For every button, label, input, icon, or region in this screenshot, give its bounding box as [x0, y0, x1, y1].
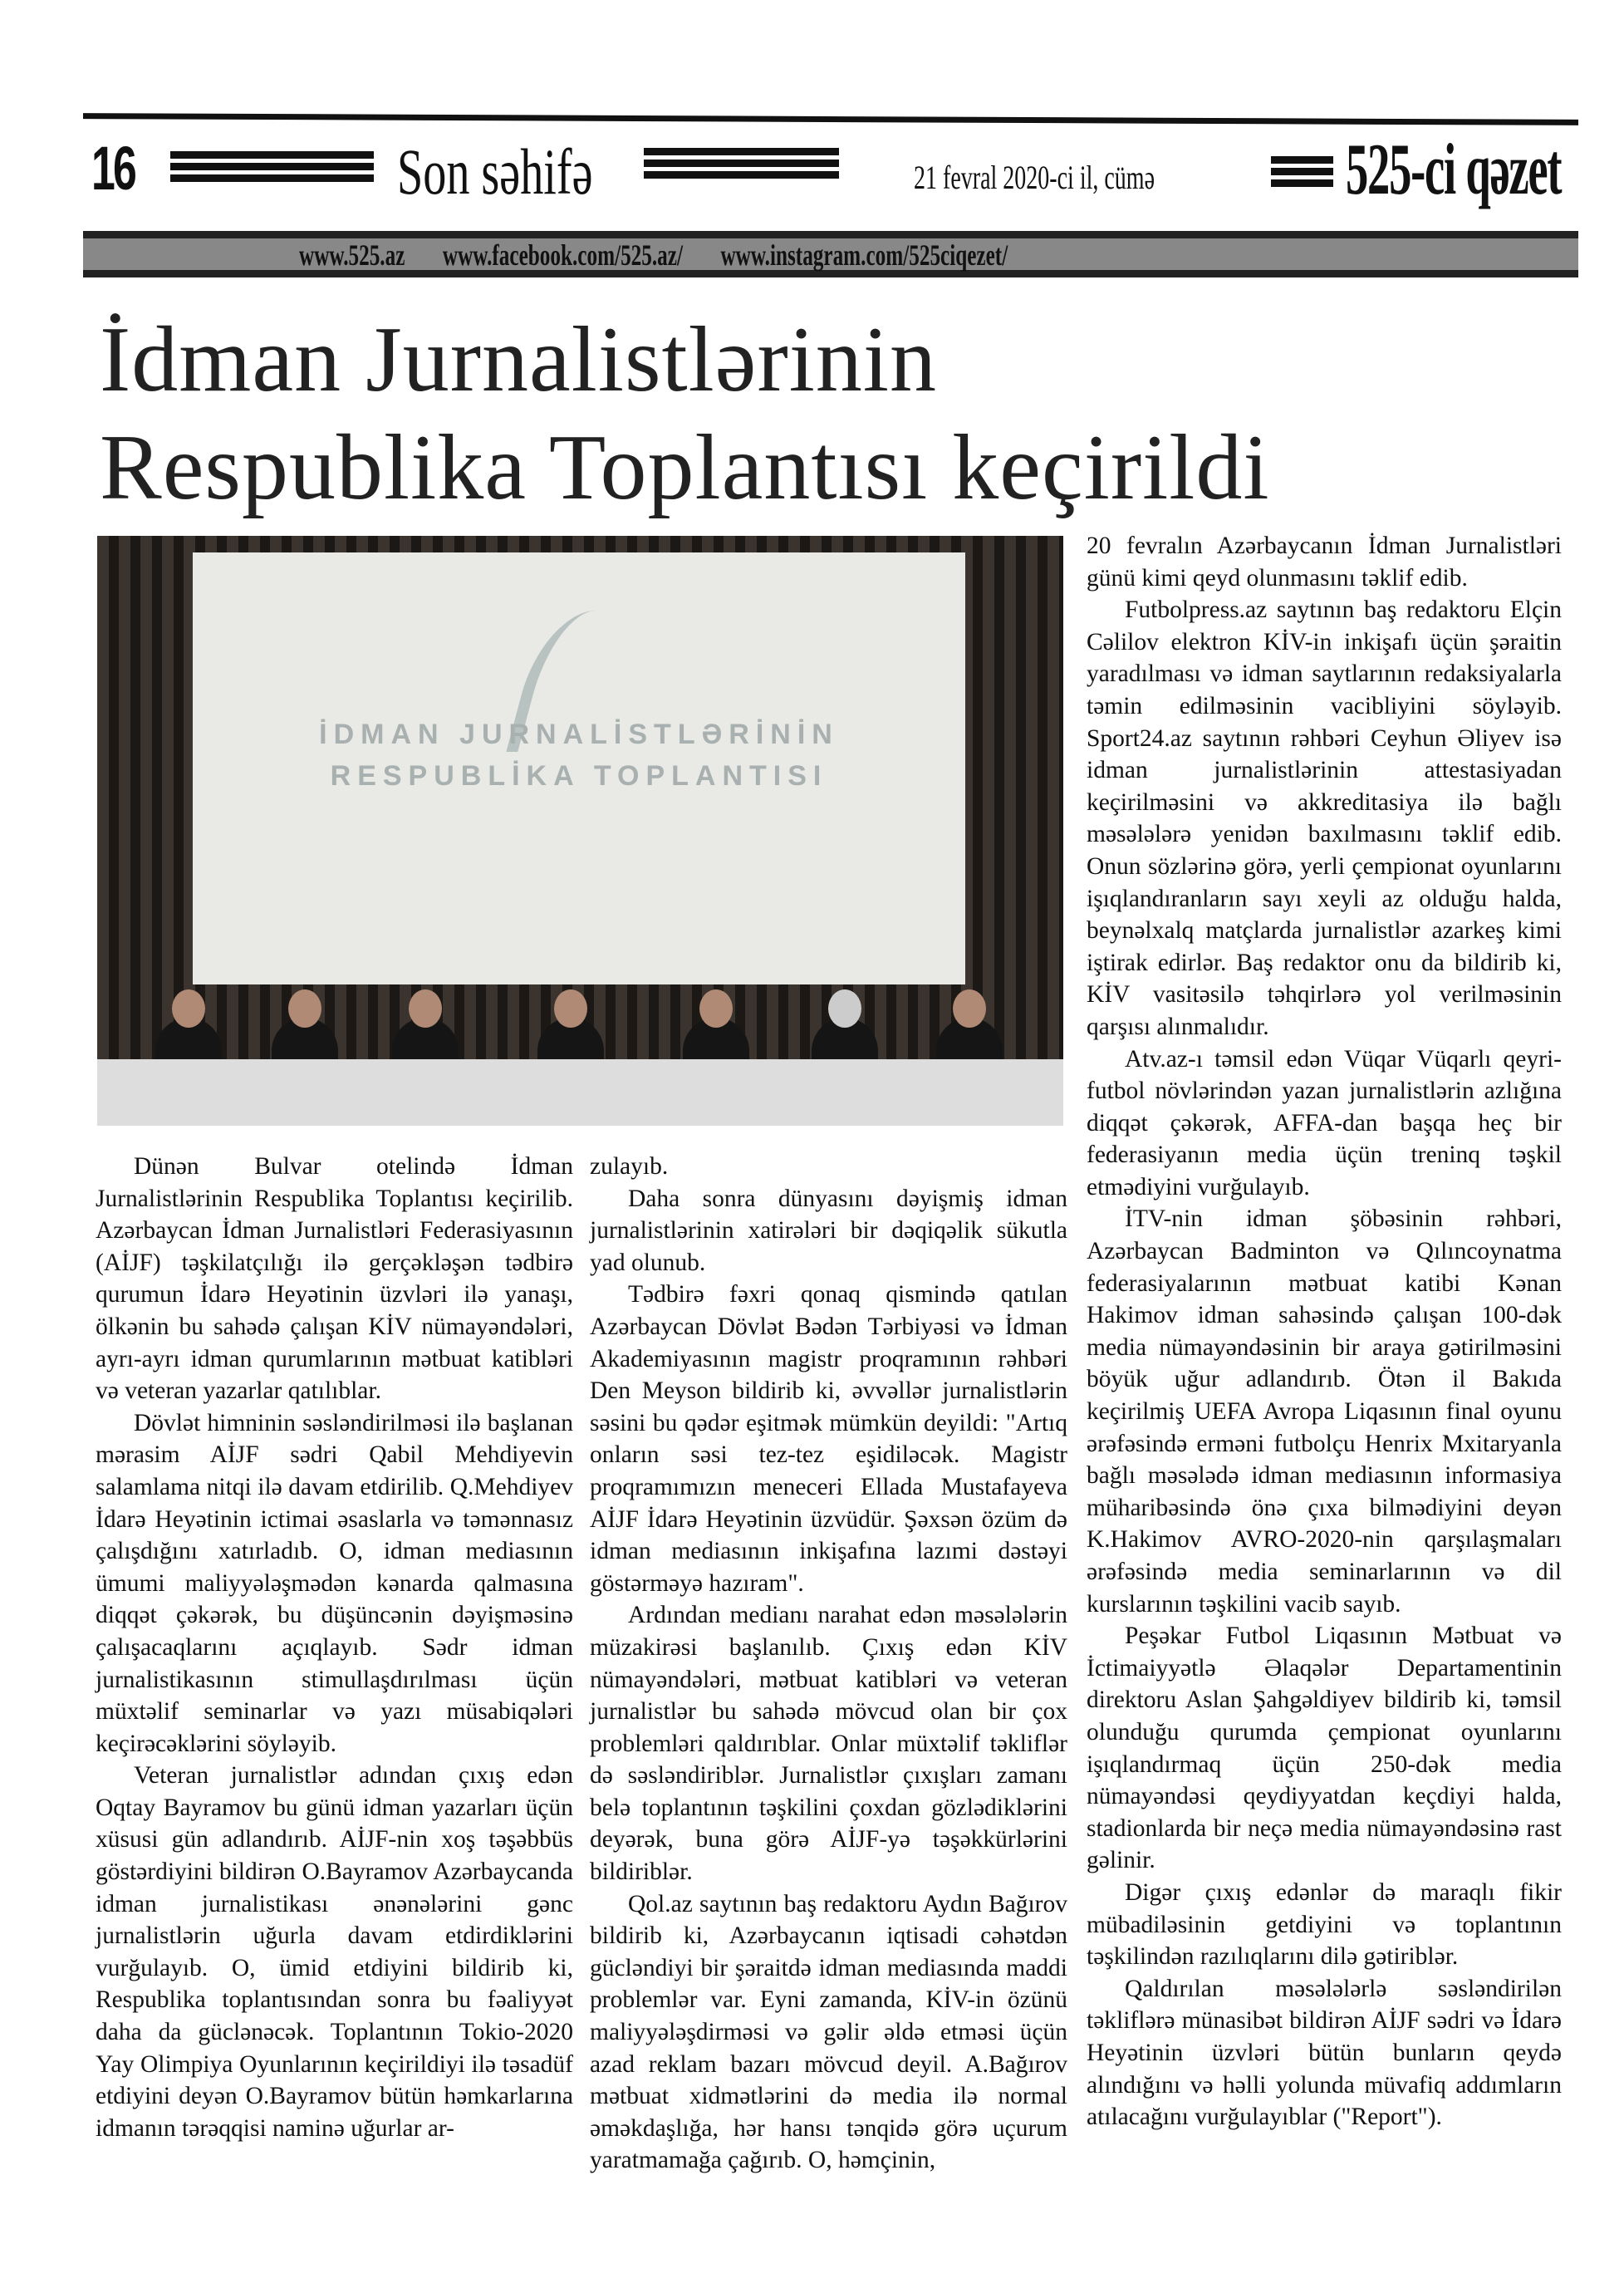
headline-line-2: Respublika Toplantısı keçirildi: [100, 416, 1270, 519]
paragraph: Ardından medianı narahat edən məsələlərin müzakirəsi başlanılıb. Çıxış edən KİV nümayəndələri, mətbuat katibləri və veteran jurnalistlər bu sahədə mövcud olan bir çox problemləri qaldırıblar. Onlar müxtəlif təkliflər də səsləndiriblər. Jurnalistlər çıxışları zamanı belə toplantının təşkilini çoxdan gözlədiklərini deyərək, buna görə AİJF-yə təşəkkürlərini bildiriblər.: [590, 1602, 1067, 1886]
paragraph: Tədbirə fəxri qonaq qismində qatılan Azərbaycan Dövlət Bədən Tərbiyəsi və İdman Akademiyasının magistr proqramının rəhbəri Den Meyson bildirib ki, əvvəllər jurnalistlərin səsini bu qədər eşitmək mümkün deyildi: "Artıq onların səsi tez-tez eşidiləcək. Magistr proqramımızın meneceri Ellada Mustafayeva AİJF İdarə Heyətinin üzvüdür. Şəxsən özüm də idman mediasının inkişafına lazımi dəstəyi göstərməyə hazıram".: [590, 1281, 1067, 1597]
paragraph: 20 fevralın Azərbaycanın İdman Jurnalistləri günü kimi qeyd olunmasını təklif edib.: [1087, 533, 1562, 592]
paragraph: Qol.az saytının baş redaktoru Aydın Bağırov bildirib ki, Azərbaycanın iqtisadi cəhətdən gücləndiyi bir şəraitdə idman mediasında maddi problemlər var. Eyni zamanda, KİV-in özünü maliyyələşdirməsi və gəlir əldə etməsi üçün azad reklam bazarı mövcud deyil. A.Bağırov mətbuat xidmətlərini də media ilə normal əməkdaşlığa, hər hansı tənqidə görə uçurum yaratmamağa çağırıb. O, həmçinin,: [590, 1890, 1067, 2174]
paragraph: Dövlət himninin səsləndirilməsi ilə başlanan mərasim AİJF sədri Qabil Mehdiyevin salamlama nitqi ilə davam etdirilib. Q.Mehdiyev İdarə Heyətinin ictimai əsaslarla və təmənnasız çalışdığını xatırladıb. O, idman mediasının ümumi maliyyələşmədən kənarda qalmasına diqqət çəkərək, bu düşüncənin dəyişməsinə çalışacaqlarını açıqlayıb. Sədr idman jurnalistikasının stimullaşdırılması üçün müxtəlif seminarlar və yazı müsabiqələri keçirəcəklərini söyləyib.: [96, 1409, 573, 1757]
article-photo: [97, 536, 1063, 1126]
paragraph: Atv.az-ı təmsil edən Vüqar Vüqarlı qeyri-futbol növlərindən yazan jurnalistlərin azlığına diqqət çəkərək, AFFA-dan başqa heç bir federasiyanın media üçün treninq təşkil etmədiyini vurğulayıb.: [1087, 1045, 1562, 1200]
header-rule-bars: [644, 148, 839, 181]
instagram-link[interactable]: www.instagram.com/525ciqezet/: [720, 238, 1008, 272]
issue-date: 21 fevral 2020-ci il, cümə: [914, 159, 1155, 196]
top-rule: [83, 113, 1578, 125]
screen-text-line-2: RESPUBLİKA TOPLANTISI: [330, 760, 828, 792]
article-column-3: [1087, 530, 1562, 2133]
header-rule-bars: [1271, 156, 1333, 189]
projection-screen: [193, 552, 965, 984]
paragraph: Qaldırılan məsələlərlə səsləndirilən təkliflərə münasibət bildirən AİJF sədri və İdarə Heyətinin üzvləri bütün bunların qeydə alındığını və həlli yolunda müvafiq addımların atılacağını vurğulayıblar ("Report").: [1087, 1975, 1562, 2131]
paragraph: Digər çıxış edənlər də maraqlı fikir mübadiləsinin getdiyini və toplantının təşkilindən razılıqlarını dilə gətiriblər.: [1087, 1878, 1562, 1971]
site-link[interactable]: www.525.az: [299, 238, 405, 272]
newspaper-brand: 525-ci qəzet: [1346, 130, 1562, 210]
section-title: Son səhifə: [397, 135, 593, 208]
article-column-2: [590, 1151, 1067, 2177]
header-rule-bars: [170, 151, 374, 184]
article-column-1: [96, 1151, 573, 2144]
headline-line-1: İdman Jurnalistlərinin: [100, 308, 938, 411]
facebook-link[interactable]: www.facebook.com/525.az/: [442, 238, 683, 272]
page-number: 16: [91, 134, 135, 203]
paragraph: Peşəkar Futbol Liqasının Mətbuat və İctimaiyyətlə Əlaqələr Departamentinin direktoru Aslan Şahgəldiyev bildirib ki, təmsil olunduğu qurumda çempionat oyunlarını işıqlandırmaq üçün 250-dək media nümayəndəsi qeydiyyatdan keçdiyi halda, stadionlarda bir neçə media nümayəndəsinə rast gəlinir.: [1087, 1623, 1562, 1874]
paragraph: Daha sonra dünyasını dəyişmiş idman jurnalistlərinin xatirələri bir dəqiqəlik sükutla yad olunub.: [590, 1185, 1067, 1276]
panel-table: [97, 1059, 1063, 1126]
paragraph: Futbolpress.az saytının baş redaktoru Elçin Cəlilov elektron KİV-in inkişafı üçün şəraitin yaradılması və idman saytlarının redaksiyalarla təmin edilməsinin vacibliyini söyləyib. Sport24.az saytının rəhbəri Ceyhun Əliyev isə idman jurnalistlərinin attestasiyadan keçirilməsini və akkreditasiya ilə bağlı məsələlərə yenidən baxılmasını təklif edib. Onun sözlərinə görə, yerli çempionat oyunlarını işıqlandıranların sayı xeyli az olduğu halda, beynəlxalq matçlarda jurnalistlər azarkeş kimi iştirak edirlər. Baş redaktor onu da bildirib ki, KİV vasitəsilə təhqirlərə yol verilməsinin qarşısı alınmalıdır.: [1087, 597, 1562, 1040]
screen-text-line-1: İDMAN JURNALİSTLƏRİNİN: [319, 719, 839, 750]
header-links: [299, 238, 1040, 272]
page-header: [91, 130, 1578, 210]
paragraph: Veteran jurnalistlər adından çıxış edən Oqtay Bayramov bu günü idman yazarları üçün xüsusi gün adlandırıb. AİJF-nin xoş təşəbbüs göstərdiyini bildirən O.Bayramov Azərbaycanda idman jurnalistikası ənənələrini gənc jurnalistlərin uğurla davam etdirdiklərini vurğulayıb. O, ümid etdiyini bildirib ki, Respublika toplantısından sonra bu fəaliyyət daha da güclənəcək. Toplantının Tokio-2020 Yay Olimpiya Oyunlarının keçirildiyi ilə təsadüf etdiyini deyən O.Bayramov bütün həmkarlarına idmanın tərəqqisi naminə uğurlar ar-: [96, 1762, 573, 2142]
paragraph: Dünən Bulvar otelində İdman Jurnalistlərinin Respublika Toplantısı keçirilib. Azərbaycan İdman Jurnalistləri Federasiyasının (AİJF) təşkilatçılığı ilə gerçəkləşən tədbirə qurumun İdarə Heyətinin üzvləri ilə yanaşı, ölkənin bu sahədə çalışan KİV nümayəndələri, ayrı-ayrı idman qurumlarının mətbuat katibləri və veteran yazarlar qatılıblar.: [96, 1153, 573, 1405]
paragraph: İTV-nin idman şöbəsinin rəhbəri, Azərbaycan Badminton və Qılıncoynatma federasiyalarının mətbuat katibi Kənan Hakimov idman sahəsində çalışan 100-dək media nümayəndəsinin bir araya gətirilməsini böyük uğur adlandırıb. Ötən il Bakıda keçirilmiş UEFA Avropa Liqasının final oyunu ərəfəsində erməni futbolçu Henrix Mxitaryanla bağlı məsələdə idman mediasının informasiya müharibəsində önə çıxa bilmədiyini deyən K.Hakimov AVRO-2020-nin qarşılaşmaları ərəfəsində media seminarlarının və dil kurslarının təşkilini vacib sayıb.: [1087, 1205, 1562, 1618]
paragraph: zulayıb.: [590, 1153, 669, 1180]
article-headline: [100, 306, 1269, 522]
